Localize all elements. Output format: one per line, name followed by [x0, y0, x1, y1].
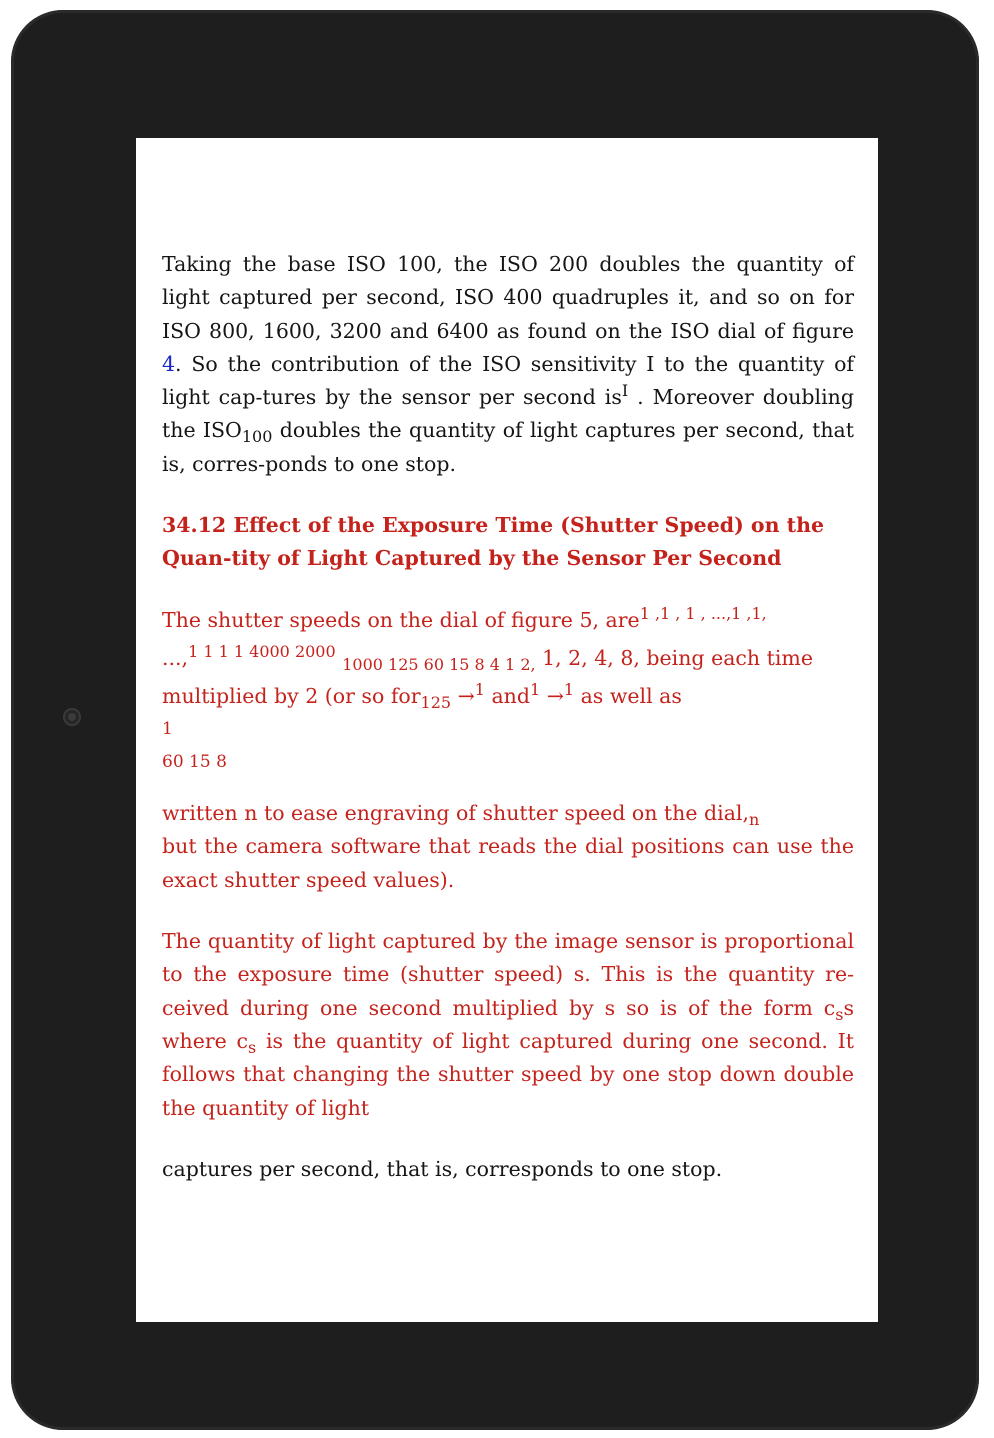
subscript: s — [248, 1038, 257, 1058]
paragraph-text: → — [451, 683, 475, 708]
subscript: 1000 125 60 15 8 4 1 2, — [342, 654, 536, 674]
figure-link[interactable]: 4 — [162, 351, 176, 376]
paragraph-text: but the camera software that reads the dial positions can use the exact shutter speed values). — [162, 834, 854, 892]
fraction-fragment: 60 15 8 — [162, 752, 227, 773]
paragraph-text: as well as — [574, 683, 682, 708]
paragraph-text: doubles the quantity of light captures per second, that is, corres-ponds to one stop. — [162, 418, 854, 476]
superscript: 1 — [530, 680, 541, 700]
superscript: 1 1 1 1 4000 2000 — [188, 641, 336, 661]
front-camera-icon — [63, 708, 81, 726]
superscript: 1 — [563, 680, 575, 700]
fraction-fragment: 1 — [162, 719, 173, 740]
reader-screen[interactable] — [136, 138, 878, 1322]
paragraph-text: The quantity of light captured by the image sensor is proportional to the exposure time (shutter speed) s. This is the quantity re-ceived during one second multiplied by s so is of the form c — [162, 929, 854, 1020]
tablet-frame — [11, 10, 979, 1430]
superscript: 1 ,1 , 1 , ...,1 ,1, — [639, 603, 767, 623]
paragraph-iso — [162, 248, 854, 481]
paragraph-text: is the quantity of light captured during one second. It follows that changing the shutter speed by one stop down double the quantity of light — [162, 1028, 854, 1120]
paragraph-text: . Moreover doubling the ISO — [162, 385, 854, 443]
text-line — [162, 604, 854, 637]
subscript: n — [749, 810, 760, 830]
subscript: 100 — [241, 427, 273, 447]
paragraph-text: 1, 2, 4, 8, being each time — [535, 645, 813, 670]
paragraph-exposure-time — [162, 925, 854, 1125]
paragraph-text: → — [540, 683, 564, 708]
paragraph-text: written n to ease engraving of shutter speed on the dial, — [162, 801, 749, 826]
paragraph-text: The shutter speeds on the dial of figure 5, are — [162, 607, 640, 632]
text-line — [162, 680, 854, 713]
paragraph-engraving — [162, 797, 854, 897]
page-content — [162, 248, 854, 1214]
subscript: 125 — [420, 692, 452, 712]
subscript: s — [835, 1004, 844, 1024]
superscript: 1 — [474, 680, 485, 700]
superscript: I — [621, 381, 629, 401]
paragraph-text: and — [484, 683, 531, 708]
spacer — [162, 779, 854, 797]
section-heading: 34.12 Effect of the Exposure Time (Shutter Speed) on the Quan-tity of Light Captured by the Sensor Per Second — [162, 513, 825, 571]
paragraph-shutter-speeds — [162, 604, 854, 780]
paragraph-text: Taking the base ISO 100, the ISO 200 doubles the quantity of light captured per second, ISO 400 quadruples it, and so on for ISO 800, 1600, 3200 and 6400 as found on the ISO dial of figure — [162, 252, 854, 343]
paragraph-text: multiplied by 2 (or so for — [162, 683, 421, 708]
paragraph-text: . So the contribution of the ISO sensitivity I to the quantity of light cap-tures by the sensor per second is — [162, 351, 854, 410]
text-line — [162, 637, 854, 680]
paragraph-closing: captures per second, that is, corresponds to one stop. — [162, 1156, 723, 1181]
paragraph-text: s where c — [162, 995, 854, 1053]
paragraph-text: ..., — [162, 645, 189, 670]
